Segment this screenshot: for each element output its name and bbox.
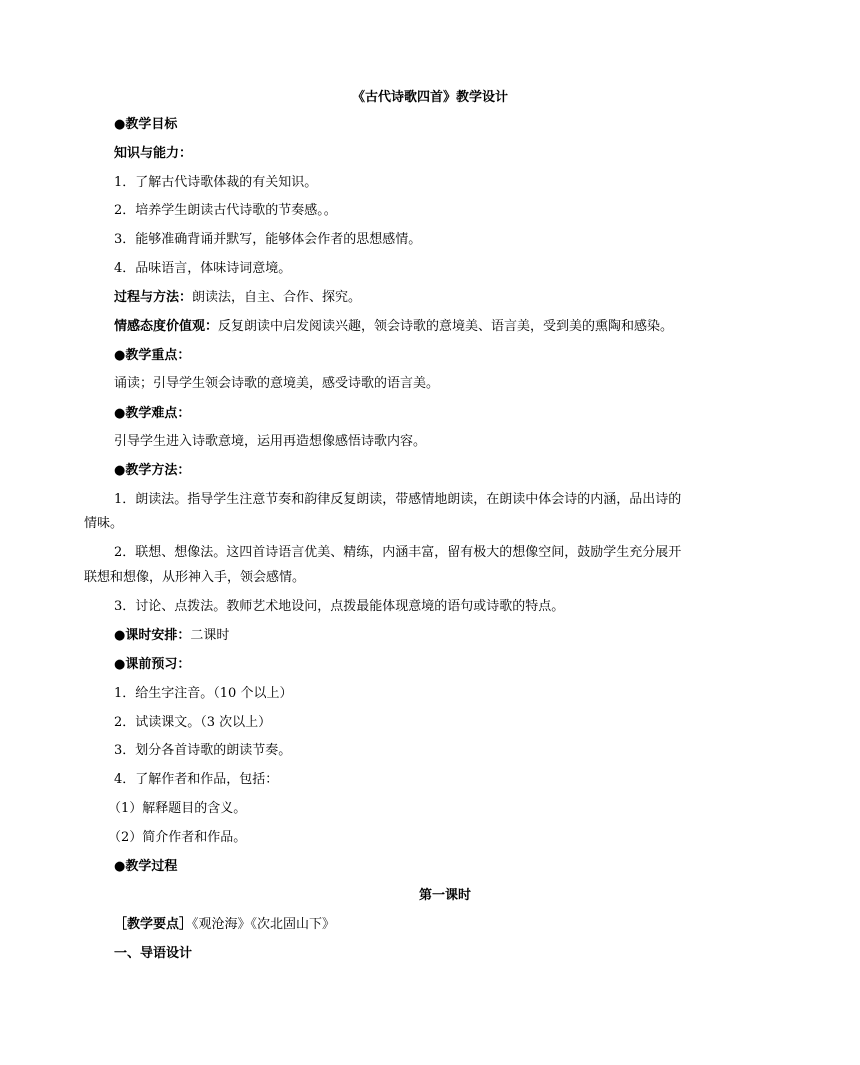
schedule-text: 二课时 xyxy=(190,628,230,643)
key-points-text: 诵读；引导学生领会诗歌的意境美，感受诗歌的语言美。 xyxy=(114,376,440,391)
preview-item: 2．试读课文。（3 次以上） xyxy=(114,715,272,730)
preview-item: 4．了解作者和作品，包括： xyxy=(114,772,279,787)
method-item: 1．朗读法。指导学生注意节奏和韵律反复朗读，带感情地朗读，在朗读中体会诗的内涵，品出诗的 xyxy=(114,492,682,507)
schedule-line xyxy=(114,626,229,646)
knowledge-item: 2．培养学生朗读古代诗歌的节奏感。。 xyxy=(114,203,337,218)
lesson1-title: 第一课时 xyxy=(418,888,471,903)
lesson1-points-label: ［教学要点］ xyxy=(114,917,193,932)
key-points-heading: ●教学重点： xyxy=(114,348,191,363)
process-method-line xyxy=(114,288,361,308)
method-item-continuation: 联想和想像，从形神入手，领会感情。 xyxy=(84,570,306,585)
knowledge-heading: 知识与能力： xyxy=(114,146,193,161)
goals-heading: ●教学目标 xyxy=(114,117,178,132)
preview-sub-item: （2）简介作者和作品。 xyxy=(108,830,247,845)
schedule-label: ●课时安排： xyxy=(114,628,191,643)
lesson1-points-line xyxy=(114,915,335,935)
knowledge-item: 1．了解古代诗歌体裁的有关知识。 xyxy=(114,175,318,190)
difficulty-heading: ●教学难点： xyxy=(114,406,191,421)
knowledge-item: 4．品味语言，体味诗词意境。 xyxy=(114,261,292,276)
method-item-continuation: 情味。 xyxy=(84,516,124,531)
lesson1-points-text: 《观沧海》《次北固山下》 xyxy=(192,917,336,932)
emotion-line xyxy=(114,317,673,337)
methods-heading: ●教学方法： xyxy=(114,463,191,478)
preview-sub-item: （1）解释题目的含义。 xyxy=(108,801,247,816)
knowledge-item: 3．能够准确背诵并默写，能够体会作者的思想感情。 xyxy=(114,232,422,247)
document-title: 《古代诗歌四首》教学设计 xyxy=(351,90,508,105)
difficulty-text: 引导学生进入诗歌意境，运用再造想像感悟诗歌内容。 xyxy=(114,434,427,449)
method-item: 3．讨论、点拨法。教师艺术地设问，点拨最能体现意境的语句或诗歌的特点。 xyxy=(114,599,565,614)
preview-item: 3．划分各首诗歌的朗读节奏。 xyxy=(114,743,292,758)
method-item: 2．联想、想像法。这四首诗语言优美、精练，内涵丰富，留有极大的想像空间，鼓励学生充分展开 xyxy=(114,545,682,560)
process-method-label: 过程与方法： xyxy=(114,290,193,305)
emotion-label: 情感态度价值观： xyxy=(114,319,219,334)
preview-item: 1．给生字注音。（10 个以上） xyxy=(114,686,293,701)
process-heading: ●教学过程 xyxy=(114,859,178,874)
preview-heading: ●课前预习： xyxy=(114,657,191,672)
intro-heading: 一、导语设计 xyxy=(114,946,193,961)
emotion-text: 反复朗读中启发阅读兴趣，领会诗歌的意境美、语言美，受到美的熏陶和感染。 xyxy=(218,319,674,334)
process-method-text: 朗读法，自主、合作、探究。 xyxy=(192,290,362,305)
